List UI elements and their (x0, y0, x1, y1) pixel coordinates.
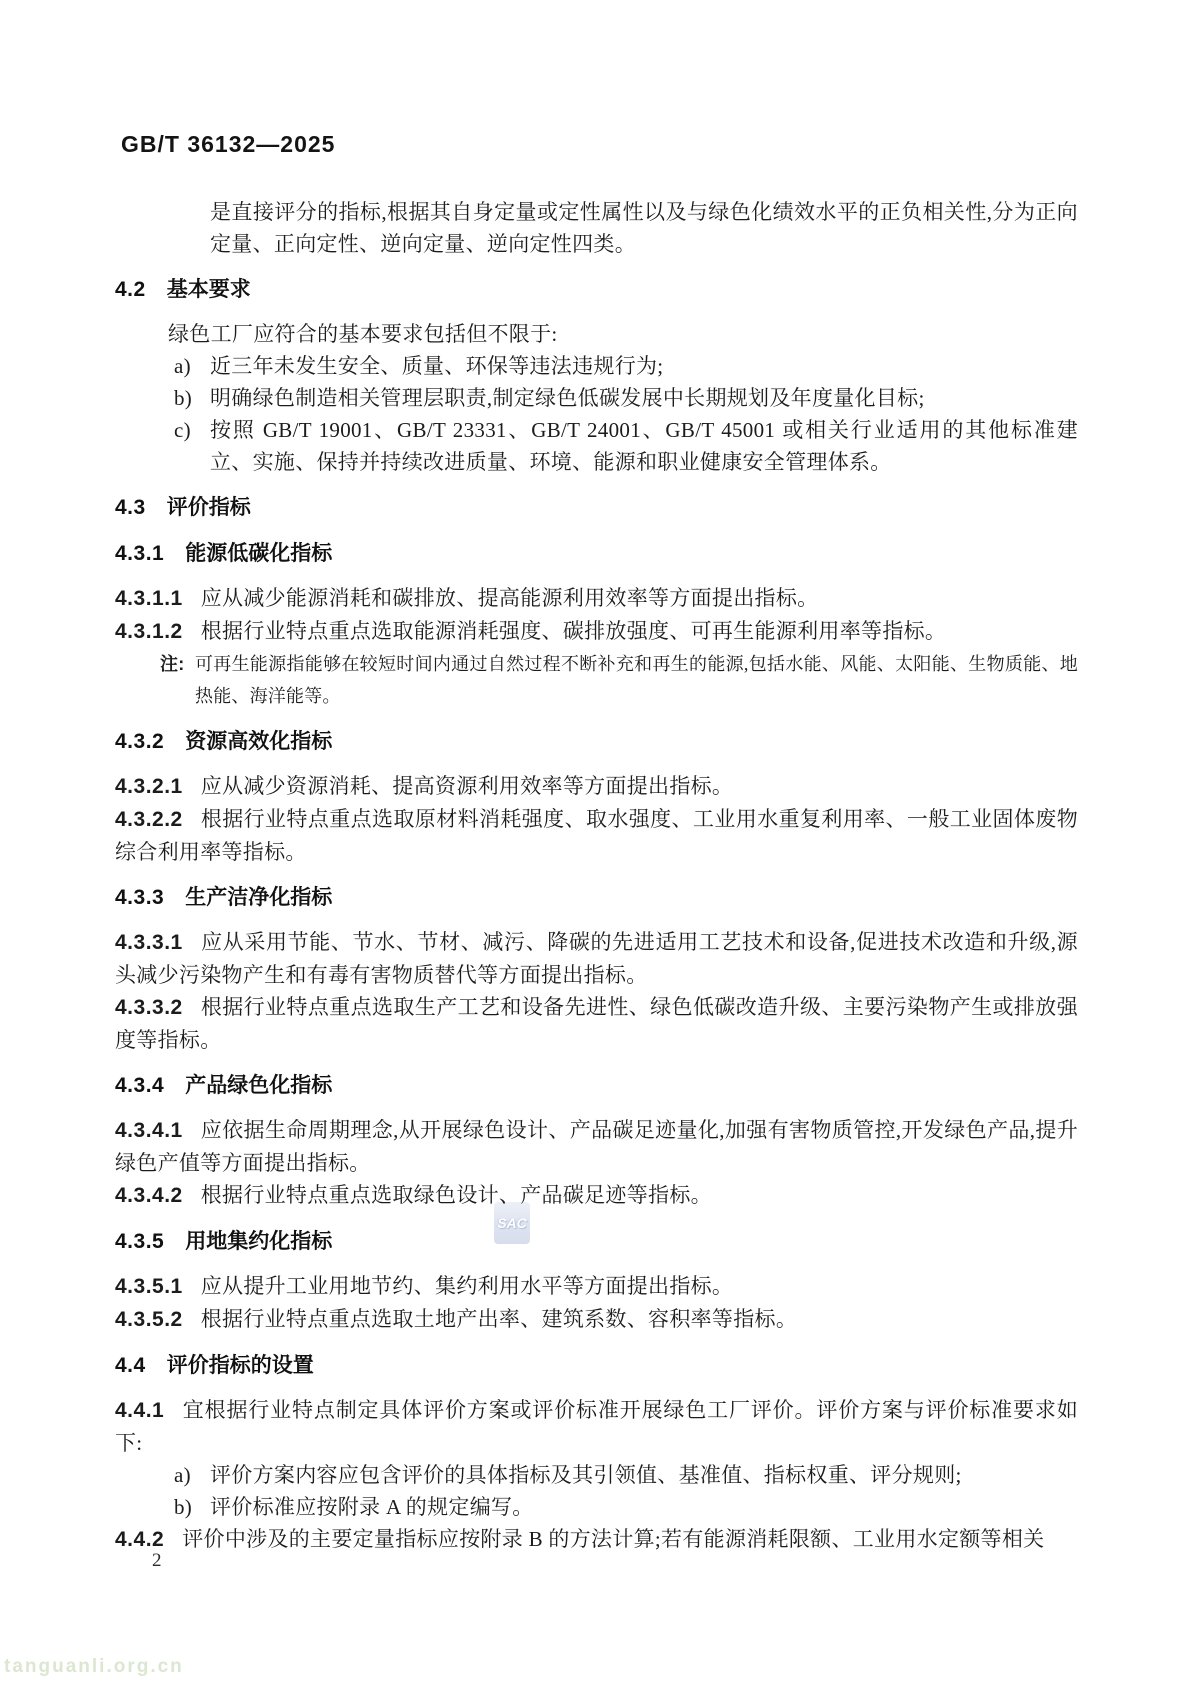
section-number: 4.3.2 (115, 730, 165, 753)
paragraph-text: 宜根据行业特点制定具体评价方案或评价标准开展绿色工厂评价。评价方案与评价标准要求如下: (115, 1398, 1078, 1455)
paragraph-number: 4.3.1.2 (115, 620, 183, 643)
paragraph-number: 4.3.2.2 (115, 808, 183, 831)
section-heading-4-2 (115, 274, 1078, 306)
paragraph-text: 应从减少资源消耗、提高资源利用效率等方面提出指标。 (200, 774, 734, 798)
site-watermark: tanguanli.org.cn (4, 1656, 184, 1677)
paragraph-4-2-intro: 绿色工厂应符合的基本要求包括但不限于: (168, 322, 558, 346)
section-title: 能源低碳化指标 (185, 542, 333, 565)
paragraph-text: 根据行业特点重点选取能源消耗强度、碳排放强度、可再生能源利用率等指标。 (200, 619, 947, 643)
list-text: 评价方案内容应包含评价的具体指标及其引领值、基准值、指标权重、评分规则; (210, 1463, 962, 1487)
list-item (115, 382, 1078, 414)
section-heading-4-4 (115, 1350, 1078, 1382)
paragraph-number: 4.3.4.2 (115, 1184, 183, 1207)
paragraph-number: 4.4.2 (115, 1528, 165, 1551)
paragraph-text: 应从采用节能、节水、节材、减污、降碳的先进适用工艺技术和设备,促进技术改造和升级,源头减少污染物产生和有毒有害物质替代等方面提出指标。 (115, 930, 1078, 987)
list-text: 近三年未发生安全、质量、环保等违法违规行为; (210, 354, 664, 378)
section-number: 4.3.5 (115, 1230, 165, 1253)
paragraph-4-3-4-1 (115, 1114, 1078, 1179)
section-heading-4-3-4 (115, 1070, 1078, 1102)
list-marker: a) (174, 354, 191, 378)
paragraph-4-3-5-2 (115, 1303, 1078, 1336)
doc-code: GB/T 36132—2025 (121, 131, 336, 157)
list-marker: b) (174, 1495, 193, 1519)
section-heading-4-3 (115, 492, 1078, 524)
section-title: 生产洁净化指标 (185, 886, 333, 909)
paragraph-text: 根据行业特点重点选取土地产出率、建筑系数、容积率等指标。 (200, 1307, 798, 1331)
section-number: 4.2 (115, 278, 146, 301)
list-item (115, 1459, 1078, 1491)
list-marker: a) (174, 1463, 191, 1487)
paragraph-number: 4.3.5.2 (115, 1308, 183, 1331)
list-marker: c) (174, 418, 191, 442)
paragraph-number: 4.3.1.1 (115, 587, 183, 610)
paragraph-number: 4.3.4.1 (115, 1119, 183, 1142)
paragraph-4-3-3-1 (115, 926, 1078, 991)
paragraph-lead: 是直接评分的指标,根据其自身定量或定性属性以及与绿色化绩效水平的正负相关性,分为正向定量、正向定性、逆向定量、逆向定性四类。 (210, 200, 1078, 256)
document-content (115, 196, 1078, 1556)
paragraph-text: 应从提升工业用地节约、集约利用水平等方面提出指标。 (200, 1274, 734, 1298)
section-number: 4.4 (115, 1354, 146, 1377)
list-4-4 (115, 1459, 1078, 1523)
section-heading-4-3-3 (115, 882, 1078, 914)
section-title: 评价指标的设置 (166, 1354, 314, 1377)
section-heading-4-3-5 (115, 1226, 1078, 1258)
section-title: 资源高效化指标 (185, 730, 333, 753)
paragraph-number: 4.3.5.1 (115, 1275, 183, 1298)
paragraph-text: 根据行业特点重点选取原材料消耗强度、取水强度、工业用水重复利用率、一般工业固体废物综合利用率等指标。 (115, 807, 1078, 864)
section-heading-4-3-2 (115, 726, 1078, 758)
sac-watermark-text: SAC (497, 1215, 527, 1231)
paragraph-4-3-2-2 (115, 803, 1078, 868)
paragraph-4-3-5-1 (115, 1270, 1078, 1303)
list-text: 按照 GB/T 19001、GB/T 23331、GB/T 24001、GB/T 45001 或相关行业适用的其他标准建立、实施、保持并持续改进质量、环境、能源和职业健康安全管理体系。 (210, 418, 1078, 474)
paragraph-4-4-1 (115, 1394, 1078, 1459)
section-heading-4-3-1 (115, 538, 1078, 570)
paragraph-number: 4.3.3.1 (115, 931, 183, 954)
paragraph-text: 应从减少能源消耗和碳排放、提高能源利用效率等方面提出指标。 (200, 586, 819, 610)
list-marker: b) (174, 386, 193, 410)
paragraph-text: 根据行业特点重点选取绿色设计、产品碳足迹等指标。 (200, 1183, 712, 1207)
paragraph-number: 4.3.3.2 (115, 996, 183, 1019)
paragraph-text: 应依据生命周期理念,从开展绿色设计、产品碳足迹量化,加强有害物质管控,开发绿色产品,提升绿色产值等方面提出指标。 (115, 1118, 1078, 1175)
section-title: 产品绿色化指标 (185, 1074, 333, 1097)
list-item (115, 350, 1078, 382)
page-number: 2 (152, 1550, 162, 1571)
paragraph-4-3-3-2 (115, 991, 1078, 1056)
note-label: 注: (160, 654, 185, 674)
list-text: 评价标准应按附录 A 的规定编写。 (210, 1495, 534, 1519)
section-title: 基本要求 (166, 278, 251, 301)
section-title: 用地集约化指标 (185, 1230, 333, 1253)
paragraph-number: 4.3.2.1 (115, 775, 183, 798)
paragraph-number: 4.4.1 (115, 1399, 165, 1422)
section-number: 4.3.3 (115, 886, 165, 909)
section-number: 4.3.1 (115, 542, 165, 565)
list-item (115, 1491, 1078, 1523)
paragraph-4-3-1-1 (115, 582, 1078, 615)
section-number: 4.3 (115, 496, 146, 519)
list-item (115, 414, 1078, 478)
section-number: 4.3.4 (115, 1074, 165, 1097)
paragraph-4-3-1-2 (115, 615, 1078, 648)
list-4-2 (115, 350, 1078, 478)
paragraph-4-3-4-2 (115, 1179, 1078, 1212)
note-4-3-1 (115, 648, 1078, 712)
list-text: 明确绿色制造相关管理层职责,制定绿色低碳发展中长期规划及年度量化目标; (210, 386, 925, 410)
paragraph-4-3-2-1 (115, 770, 1078, 803)
paragraph-text: 评价中涉及的主要定量指标应按附录 B 的方法计算;若有能源消耗限额、工业用水定额等相关 (182, 1527, 1045, 1551)
paragraph-text: 根据行业特点重点选取生产工艺和设备先进性、绿色低碳改造升级、主要污染物产生或排放强度等指标。 (115, 995, 1078, 1052)
note-text: 可再生能源指能够在较短时间内通过自然过程不断补充和再生的能源,包括水能、风能、太阳能、生物质能、地热能、海洋能等。 (195, 654, 1078, 706)
section-title: 评价指标 (166, 496, 251, 519)
